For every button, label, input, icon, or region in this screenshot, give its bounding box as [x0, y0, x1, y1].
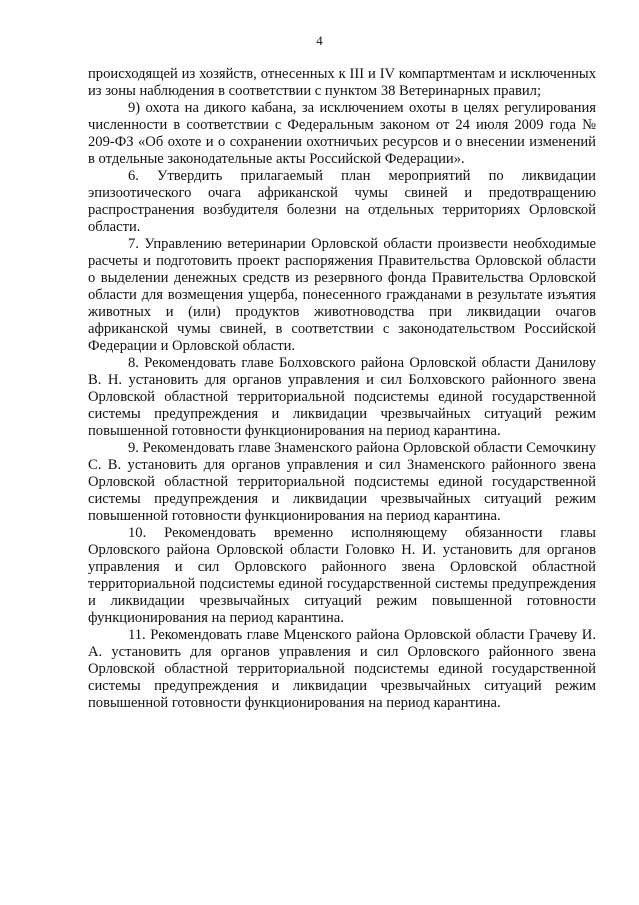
paragraph-item-7: 7. Управлению ветеринарии Орловской области произвести необходимые расчеты и подготовить проект распоряжения Правительства Орловской области о выделении денежных средств из резервного фонда Правительства Орловской области для возмещения ущерба, понесенного гражданами в результате изъятия животных и (или) продуктов животноводства при ликвидации очагов африканской чумы свиней, в соответствии с законодательством Российской Федерации и Орловской области. — [88, 236, 596, 354]
paragraph-continuation: происходящей из хозяйств, отнесенных к III и IV компартментам и исключенных из зоны наблюдения в соответствии с пунктом 38 Ветеринарных правил; — [88, 66, 596, 99]
paragraph-item-11: 11. Рекомендовать главе Мценского района Орловской области Грачеву И. А. установить для органов управления и сил Орловского районного звена Орловской областной территориальной подсистемы единой государственной системы предупреждения и ликвидации чрезвычайных ситуаций режим повышенной готовности функционирования на период карантина. — [88, 627, 596, 711]
paragraph-item-8: 8. Рекомендовать главе Болховского района Орловской области Данилову В. Н. установить для органов управления и сил Болховского районного звена Орловской областной территориальной подсистемы единой государственной системы предупреждения и ликвидации чрезвычайных ситуаций режим повышенной готовности функционирования на период карантина. — [88, 355, 596, 439]
paragraph-item-9: 9. Рекомендовать главе Знаменского района Орловской области Семочкину С. В. установить для органов управления и сил Знаменского районного звена Орловской областной территориальной подсистемы единой государственной системы предупреждения и ликвидации чрезвычайных ситуаций режим повышенной готовности функционирования на период карантина. — [88, 440, 596, 524]
paragraph-item-10: 10. Рекомендовать временно исполняющему обязанности главы Орловского района Орловской области Головко Н. И. установить для органов управления и сил Орловского районного звена Орловской областной территориальной подсистемы единой государственной системы предупреждения и ликвидации чрезвычайных ситуаций режим повышенной готовности функционирования на период карантина. — [88, 525, 596, 626]
page-number: 4 — [316, 33, 323, 48]
paragraph-item-6: 6. Утвердить прилагаемый план мероприятий по ликвидации эпизоотического очага африканской чумы свиней и предотвращению распространения возбудителя болезни на отдельных территориях Орловской области. — [88, 168, 596, 235]
paragraph-subitem-9: 9) охота на дикого кабана, за исключением охоты в целях регулирования численности в соответствии с Федеральным законом от 24 июля 2009 года № 209-ФЗ «Об охоте и о сохранении охотничьих ресурсов и о внесении изменений в отдельные законодательные акты Российской Федерации». — [88, 100, 596, 167]
document-body — [88, 66, 596, 712]
